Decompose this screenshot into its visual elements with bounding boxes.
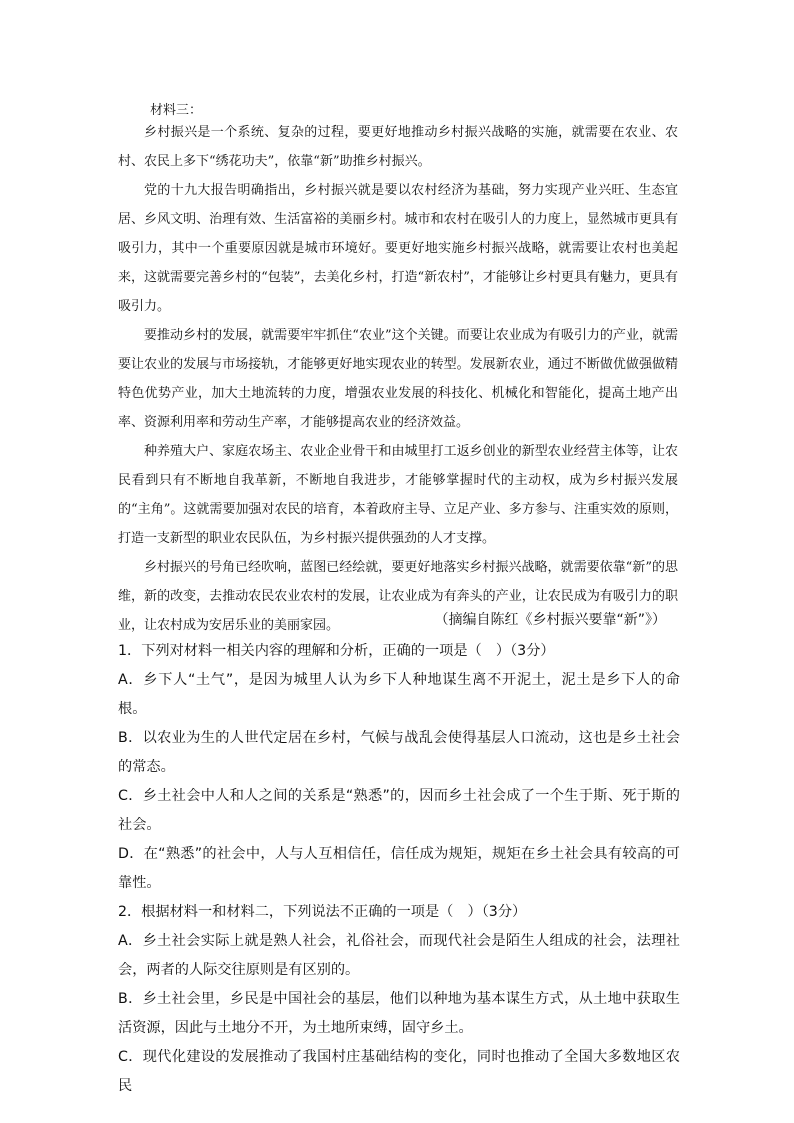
answer-option: A．乡土社会实际上就是熟人社会，礼俗社会，而现代社会是陌生人组成的社会，法理社会，两者的人际交往原则是有区别的。 (118, 933, 680, 978)
material-paragraph: 要推动乡村的发展，就需要牢牢抓住“农业”这个关键。而要让农业成为有吸引力的产业，就需要让农业的发展与市场接轨，才能够更好地实现农业的转型。发展新农业，通过不断做优做强做精特色优势产业，加大土地流转的力度，增强农业发展的科技化、机械化和智能化，提高土地产出率、资源利用率和劳动生产率，才能够提高农业的经济效益。 (118, 328, 678, 430)
material-paragraph: 种养殖大户、家庭农场主、农业企业骨干和由城里打工返乡创业的新型农业经营主体等，让农民看到只有不断地自我革新，不断地自我进步，才能够掌握时代的主动权，成为乡村振兴发展的“主角”。这就需要加强对农民的培育，本着政府主导、立足产业、多方参与、注重实效的原则，打造一支新型的职业农民队伍，为乡村振兴提供强劲的人才支撑。 (118, 444, 678, 546)
material-paragraph: 党的十九大报告明确指出，乡村振兴就是要以农村经济为基础，努力实现产业兴旺、生态宜居、乡风文明、治理有效、生活富裕的美丽乡村。城市和农村在吸引人的力度上，显然城市更具有吸引力，其中一个重要原因就是城市环境好。要更好地实施乡村振兴战略，就需要让农村也美起来，这就需要完善乡村的“包装”，去美化乡村，打造“新农村”，才能够让乡村更具有魅力，更具有吸引力。 (118, 183, 678, 314)
answer-option: A．乡下人“土气”，是因为城里人认为乡下人种地谋生离不开泥土，泥土是乡下人的命根。 (118, 672, 680, 717)
answer-option: D．在“熟悉”的社会中，人与人互相信任，信任成为规矩，规矩在乡土社会具有较高的可靠性。 (118, 846, 680, 891)
question-section (118, 637, 680, 1101)
material-paragraph: 乡村振兴的号角已经吹响，蓝图已经绘就，要更好地落实乡村振兴战略，就需要依靠“新”的思维，新的改变，去推动农民农业农村的发展，让农业成为有奔头的产业，让农民成为有吸引力的职业，让农村成为安居乐业的美丽家园。 (118, 560, 678, 633)
question-stem: 1．下列对材料一相关内容的理解和分析，正确的一项是（ ）（3分） (118, 643, 555, 659)
source-citation: （摘编自陈红《乡村振兴要靠“新”》） (434, 612, 666, 628)
material-body (118, 118, 678, 640)
answer-option: C．乡土社会中人和人之间的关系是“熟悉”的，因而乡土社会成了一个生于斯、死于斯的社会。 (118, 788, 680, 833)
answer-option: B．以农业为生的人世代定居在乡村，气候与战乱会使得基层人口流动，这也是乡土社会的常态。 (118, 730, 680, 775)
answer-option: C．现代化建设的发展推动了我国村庄基础结构的变化，同时也推动了全国大多数地区农民 (118, 1049, 680, 1094)
answer-option: B．乡土社会里，乡民是中国社会的基层，他们以种地为基本谋生方式，从土地中获取生活资源，因此与土地分不开，为土地所束缚，固守乡土。 (118, 991, 680, 1036)
material-paragraph: 乡村振兴是一个系统、复杂的过程，要更好地推动乡村振兴战略的实施，就需要在农业、农村、农民上多下“绣花功夫”，依靠“新”助推乡村振兴。 (118, 125, 678, 169)
material-heading: 材料三： (150, 103, 203, 118)
question-stem: 2．根据材料一和材料二，下列说法不正确的一项是（ ）（3分） (118, 904, 527, 920)
